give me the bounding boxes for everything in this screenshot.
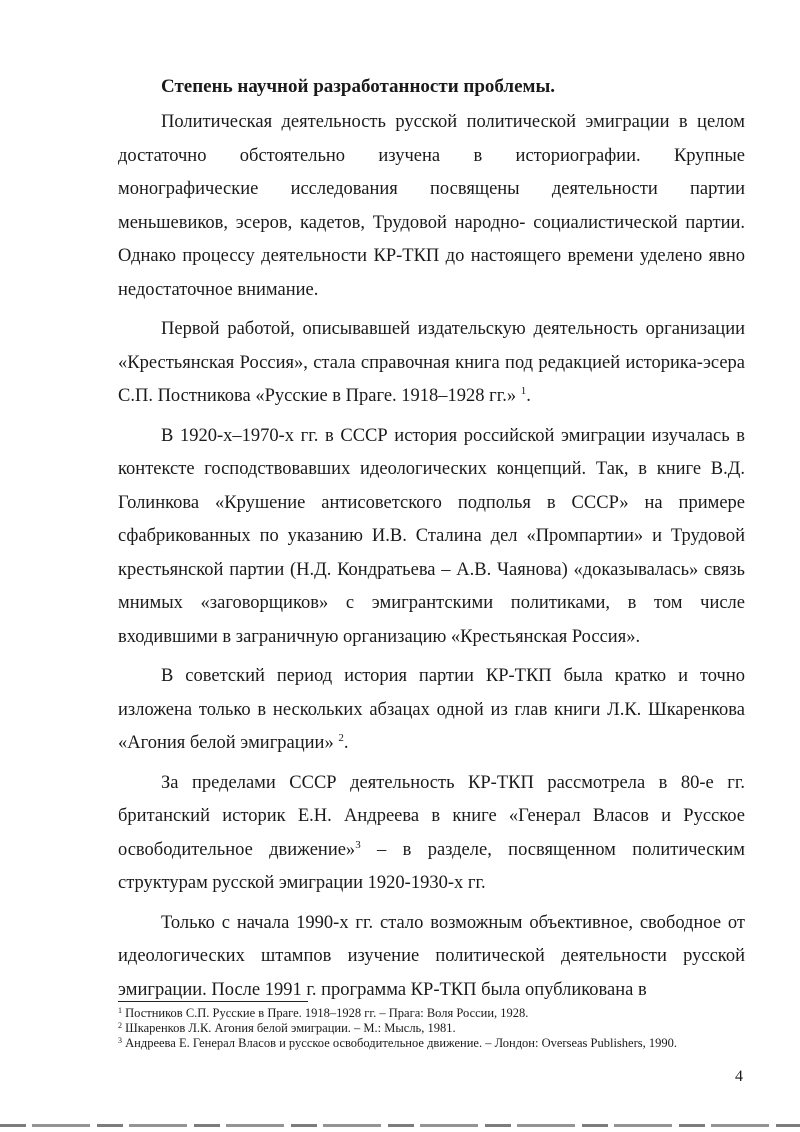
paragraph xyxy=(118,106,745,307)
paragraph xyxy=(118,907,745,1008)
paragraph xyxy=(118,660,745,761)
footnote-ref[interactable]: 3 xyxy=(355,838,361,851)
paragraph xyxy=(118,420,745,655)
footnote xyxy=(118,1006,758,1021)
footnote-ref[interactable]: 1 xyxy=(520,385,527,397)
footnote-text: Шкаренков Л.К. Агония белой эмиграции. – М.: Мысль, 1981. xyxy=(122,1021,456,1035)
footnotes xyxy=(118,1006,758,1051)
footnote-divider xyxy=(118,1001,308,1002)
paragraph-text: За пределами СССР деятельность КР-ТКП рассмотрела в 80-е гг. британский историк Е.Н. Андреева в книге «Генерал Власов и Русское освободительное движение» xyxy=(118,772,745,860)
footnote xyxy=(118,1021,758,1036)
paragraph xyxy=(118,767,745,901)
paragraph-text: Первой работой, описывавшей издательскую деятельность организации «Крестьянская Россия», стала справочная книга под редакцией историка-эсера С.П. Постникова «Русские в Праге. 1918–1928 гг.» xyxy=(118,319,745,406)
footnote-text: Постников С.П. Русские в Праге. 1918–1928 гг. – Прага: Воля России, 1928. xyxy=(122,1006,529,1020)
footnote-number: 3 xyxy=(118,1036,122,1045)
footnote-number: 1 xyxy=(118,1006,122,1015)
footnote-text: Андреева Е. Генерал Власов и русское освободительное движение. – Лондон: Overseas Publishers, 1990. xyxy=(122,1036,677,1050)
paragraph-tail: – в разделе, посвященном политическим структурам русской эмиграции 1920-1930-х гг. xyxy=(118,839,745,893)
body-text xyxy=(118,106,745,1013)
footnote xyxy=(118,1036,758,1051)
paragraph-tail: . xyxy=(526,386,531,406)
footnote-number: 2 xyxy=(118,1021,122,1030)
paragraph-text: В советский период история партии КР-ТКП была кратко и точно изложена только в нескольких абзацах одной из глав книги Л.К. Шкаренкова «Агония белой эмиграции» xyxy=(118,666,745,753)
paragraph-text: Политическая деятельность русской политической эмиграции в целом достаточно обстоятельно изучена в историографии. Крупные монографические исследования посвящены деятельности партии меньшевиков, эсеров, кадетов, Трудовой народно- социалистической партии. Однако процессу деятельности КР-ТКП до настоящего времени уделено явно недостаточное внимание. xyxy=(118,112,745,300)
paragraph-text: Только с начала 1990-х гг. стало возможным объективное, свободное от идеологических штампов изучение политической деятельности русской эмиграции. После 1991 г. программа КР-ТКП была опубликована в xyxy=(118,912,745,1000)
paragraph-text: В 1920-х–1970-х гг. в СССР история российской эмиграции изучалась в контексте господствовавших идеологических концепций. Так, в книге В.Д. Голинкова «Крушение антисоветского подполья в СССР» на примере сфабрикованных по указанию И.В. Сталина дел «Промпартии» и Трудовой крестьянской партии (Н.Д. Кондратьева – А.В. Чаянова) «доказывалась» связь мнимых «заговорщиков» с эмигрантскими политиками, в том числе входившими в заграничную организацию «Крестьянская Россия». xyxy=(118,425,745,647)
paragraph-tail: . xyxy=(343,733,349,753)
section-heading: Степень научной разработанности проблемы. xyxy=(161,76,556,97)
page-number: 4 xyxy=(735,1068,743,1085)
paragraph xyxy=(118,313,745,414)
footnote-ref[interactable]: 2 xyxy=(338,732,344,744)
scan-edge-artifact xyxy=(0,1124,800,1127)
